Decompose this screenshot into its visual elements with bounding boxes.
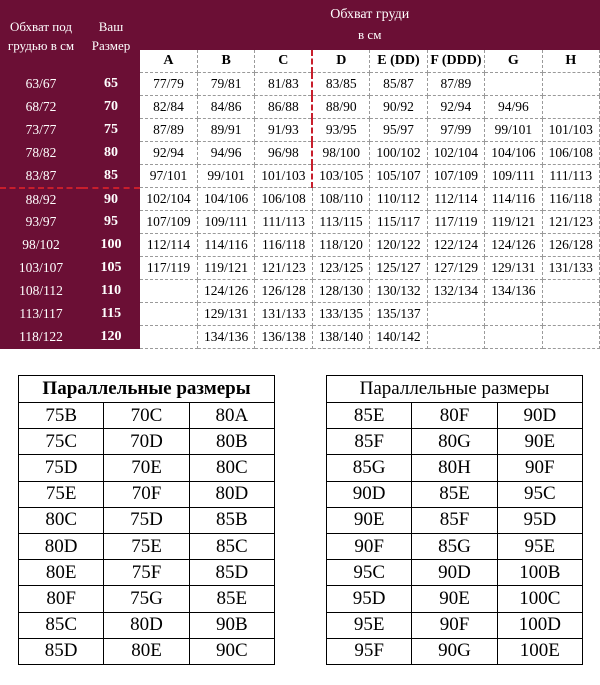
parallel-size: 70F [104,481,189,507]
bust-value: 88/90 [312,96,369,119]
bust-value: 79/81 [197,73,254,96]
underbust-value: 113/117 [0,303,82,326]
parallel-size: 90D [327,481,412,507]
bust-value: 133/135 [312,303,369,326]
bust-value: 93/95 [312,119,369,142]
parallel-size: 75C [19,429,104,455]
bust-value: 138/140 [312,326,369,349]
bust-value: 102/104 [140,188,197,211]
size-value: 75 [82,119,140,142]
size-value: 100 [82,234,140,257]
bust-value: 114/116 [197,234,254,257]
parallel-row [19,533,275,559]
parallel-size: 90D [412,560,497,586]
cup-header: H [542,50,599,73]
size-value: 85 [82,165,140,188]
bust-value: 140/142 [370,326,427,349]
parallel-size: 100B [497,560,582,586]
bust-value: 87/89 [427,73,484,96]
bust-value: 121/123 [542,211,599,234]
parallel-size: 80D [189,481,274,507]
parallel-size: 75B [19,403,104,429]
parallel-row [327,586,583,612]
bust-value: 94/96 [485,96,542,119]
parallel-size: 100C [497,586,582,612]
parallel-size: 80A [189,403,274,429]
parallel-sizes-title: Параллельные размеры [19,376,275,403]
bust-value: 128/130 [312,280,369,303]
bust-header [140,0,600,50]
parallel-row [327,560,583,586]
size-value: 65 [82,73,140,96]
bust-value [542,96,599,119]
parallel-row [327,455,583,481]
parallel-row [19,507,275,533]
size-value: 90 [82,188,140,211]
parallel-size: 95D [327,586,412,612]
size-value: 110 [82,280,140,303]
parallel-size: 75D [104,507,189,533]
size-value: 80 [82,142,140,165]
size-row [0,73,600,96]
bust-value: 111/113 [542,165,599,188]
bust-header-unit: в см [358,27,382,42]
size-row [0,165,600,188]
bust-value: 124/126 [485,234,542,257]
bust-value: 84/86 [197,96,254,119]
bust-value: 110/112 [370,188,427,211]
parallel-size: 90D [497,403,582,429]
size-row [0,142,600,165]
size-value: 70 [82,96,140,119]
parallel-size: 85G [412,533,497,559]
bust-value: 119/121 [197,257,254,280]
bust-value: 126/128 [255,280,312,303]
bust-value: 132/134 [427,280,484,303]
bust-header-label: Обхват груди [330,7,410,22]
parallel-row [19,429,275,455]
size-row [0,119,600,142]
bust-value: 121/123 [255,257,312,280]
parallel-size: 85F [412,507,497,533]
bust-value: 131/133 [542,257,599,280]
bust-value: 116/118 [542,188,599,211]
bust-value: 107/109 [140,211,197,234]
size-row [0,280,600,303]
parallel-row [19,481,275,507]
size-row [0,326,600,349]
parallel-size: 80H [412,455,497,481]
parallel-row [19,455,275,481]
underbust-value: 73/77 [0,119,82,142]
cup-header: D [312,50,369,73]
parallel-size: 90G [412,638,497,664]
bust-value: 100/102 [370,142,427,165]
bust-value [140,303,197,326]
bust-value [485,303,542,326]
bust-value: 113/115 [312,211,369,234]
bust-value: 83/85 [312,73,369,96]
parallel-sizes-title: Параллельные размеры [327,376,583,403]
parallel-row [327,612,583,638]
parallel-size: 90B [189,612,274,638]
bust-value: 92/94 [140,142,197,165]
parallel-size: 95C [497,481,582,507]
bust-value [427,303,484,326]
bust-value: 130/132 [370,280,427,303]
parallel-size: 90F [412,612,497,638]
parallel-size: 80D [19,533,104,559]
bust-value [485,326,542,349]
parallel-row [327,403,583,429]
bust-value [542,280,599,303]
bust-value: 108/110 [312,188,369,211]
bust-value: 111/113 [255,211,312,234]
parallel-row [327,507,583,533]
bust-value: 101/103 [255,165,312,188]
bust-value: 104/106 [485,142,542,165]
parallel-size: 90F [327,533,412,559]
parallel-size: 80C [19,507,104,533]
parallel-size: 90F [497,455,582,481]
parallel-size: 90E [497,429,582,455]
bust-value: 82/84 [140,96,197,119]
parallel-size: 75F [104,560,189,586]
parallel-size: 85C [189,533,274,559]
bust-value [485,73,542,96]
parallel-size: 80F [412,403,497,429]
bust-value: 77/79 [140,73,197,96]
bust-value [542,326,599,349]
size-row [0,211,600,234]
bust-value: 123/125 [312,257,369,280]
cup-header: E (DD) [370,50,427,73]
bust-value: 102/104 [427,142,484,165]
bust-value: 97/99 [427,119,484,142]
size-row [0,188,600,211]
bust-value: 112/114 [140,234,197,257]
bust-value: 117/119 [140,257,197,280]
parallel-row [19,586,275,612]
bust-value: 120/122 [370,234,427,257]
underbust-value: 98/102 [0,234,82,257]
underbust-value: 108/112 [0,280,82,303]
bust-value: 109/111 [485,165,542,188]
bust-value: 126/128 [542,234,599,257]
parallel-size: 85B [189,507,274,533]
bust-value: 131/133 [255,303,312,326]
size-value: 95 [82,211,140,234]
bust-value: 135/137 [370,303,427,326]
parallel-sizes-table-right [326,375,583,665]
bust-value: 96/98 [255,142,312,165]
bust-value: 99/101 [485,119,542,142]
parallel-size: 100D [497,612,582,638]
bust-value: 101/103 [542,119,599,142]
parallel-size: 95F [327,638,412,664]
size-header: Ваш Размер [82,0,140,73]
underbust-value: 118/122 [0,326,82,349]
size-row [0,303,600,326]
parallel-size: 90E [327,507,412,533]
parallel-size: 80E [19,560,104,586]
parallel-size: 70E [104,455,189,481]
bust-value: 117/119 [427,211,484,234]
cup-header: B [197,50,254,73]
parallel-size: 80G [412,429,497,455]
bust-value: 129/131 [485,257,542,280]
bust-value: 109/111 [197,211,254,234]
parallel-size: 85E [189,586,274,612]
parallel-size: 95E [497,533,582,559]
parallel-row [327,638,583,664]
underbust-header: Обхват под грудью в см [0,0,82,73]
size-row [0,257,600,280]
bust-value [542,73,599,96]
cup-header: A [140,50,197,73]
parallel-size: 75E [19,481,104,507]
underbust-value: 83/87 [0,165,82,188]
bust-value: 85/87 [370,73,427,96]
underbust-value: 78/82 [0,142,82,165]
bust-value: 125/127 [370,257,427,280]
underbust-value: 63/67 [0,73,82,96]
bust-value: 106/108 [542,142,599,165]
underbust-value: 68/72 [0,96,82,119]
bust-value: 92/94 [427,96,484,119]
parallel-size: 85G [327,455,412,481]
parallel-size: 95E [327,612,412,638]
size-row [0,234,600,257]
parallel-row [327,481,583,507]
parallel-size: 75G [104,586,189,612]
parallel-size: 75D [19,455,104,481]
bust-value: 129/131 [197,303,254,326]
parallel-size: 90C [189,638,274,664]
bust-value: 116/118 [255,234,312,257]
bust-value: 134/136 [197,326,254,349]
bust-value: 91/93 [255,119,312,142]
parallel-row [19,612,275,638]
bust-value: 86/88 [255,96,312,119]
bust-value: 89/91 [197,119,254,142]
parallel-size: 100E [497,638,582,664]
bust-value: 114/116 [485,188,542,211]
parallel-row [19,403,275,429]
parallel-size: 95C [327,560,412,586]
bust-value [427,326,484,349]
bust-value: 107/109 [427,165,484,188]
parallel-size: 85F [327,429,412,455]
bust-value: 95/97 [370,119,427,142]
parallel-size: 70D [104,429,189,455]
size-value: 115 [82,303,140,326]
bust-value: 99/101 [197,165,254,188]
bust-value: 87/89 [140,119,197,142]
bust-value [140,280,197,303]
parallel-size: 90E [412,586,497,612]
cup-header: G [485,50,542,73]
parallel-size: 80D [104,612,189,638]
parallel-size: 70C [104,403,189,429]
parallel-size: 85D [19,638,104,664]
size-value: 120 [82,326,140,349]
bust-value: 136/138 [255,326,312,349]
size-row [0,96,600,119]
parallel-row [19,560,275,586]
parallel-sizes-table-left [18,375,275,665]
bust-value: 134/136 [485,280,542,303]
bust-value: 97/101 [140,165,197,188]
bust-value: 112/114 [427,188,484,211]
bust-value: 122/124 [427,234,484,257]
parallel-row [327,533,583,559]
parallel-size: 80C [189,455,274,481]
bust-value: 94/96 [197,142,254,165]
bust-value: 124/126 [197,280,254,303]
bust-value: 118/120 [312,234,369,257]
bust-value: 90/92 [370,96,427,119]
bust-value: 81/83 [255,73,312,96]
bust-value: 98/100 [312,142,369,165]
bust-value: 127/129 [427,257,484,280]
parallel-size: 85D [189,560,274,586]
bust-value [542,303,599,326]
parallel-size: 85E [412,481,497,507]
size-value: 105 [82,257,140,280]
parallel-size: 85C [19,612,104,638]
parallel-size: 80F [19,586,104,612]
underbust-value: 93/97 [0,211,82,234]
underbust-value: 103/107 [0,257,82,280]
bust-value: 106/108 [255,188,312,211]
bust-value: 104/106 [197,188,254,211]
parallel-size: 75E [104,533,189,559]
parallel-row [19,638,275,664]
parallel-size: 85E [327,403,412,429]
parallel-size: 80B [189,429,274,455]
bust-value: 119/121 [485,211,542,234]
bust-value: 105/107 [370,165,427,188]
underbust-value: 88/92 [0,188,82,211]
bust-value: 115/117 [370,211,427,234]
parallel-size: 80E [104,638,189,664]
bust-value [140,326,197,349]
cup-header: C [255,50,312,73]
cup-header: F (DDD) [427,50,484,73]
parallel-size: 95D [497,507,582,533]
bust-value: 103/105 [312,165,369,188]
parallel-row [327,429,583,455]
